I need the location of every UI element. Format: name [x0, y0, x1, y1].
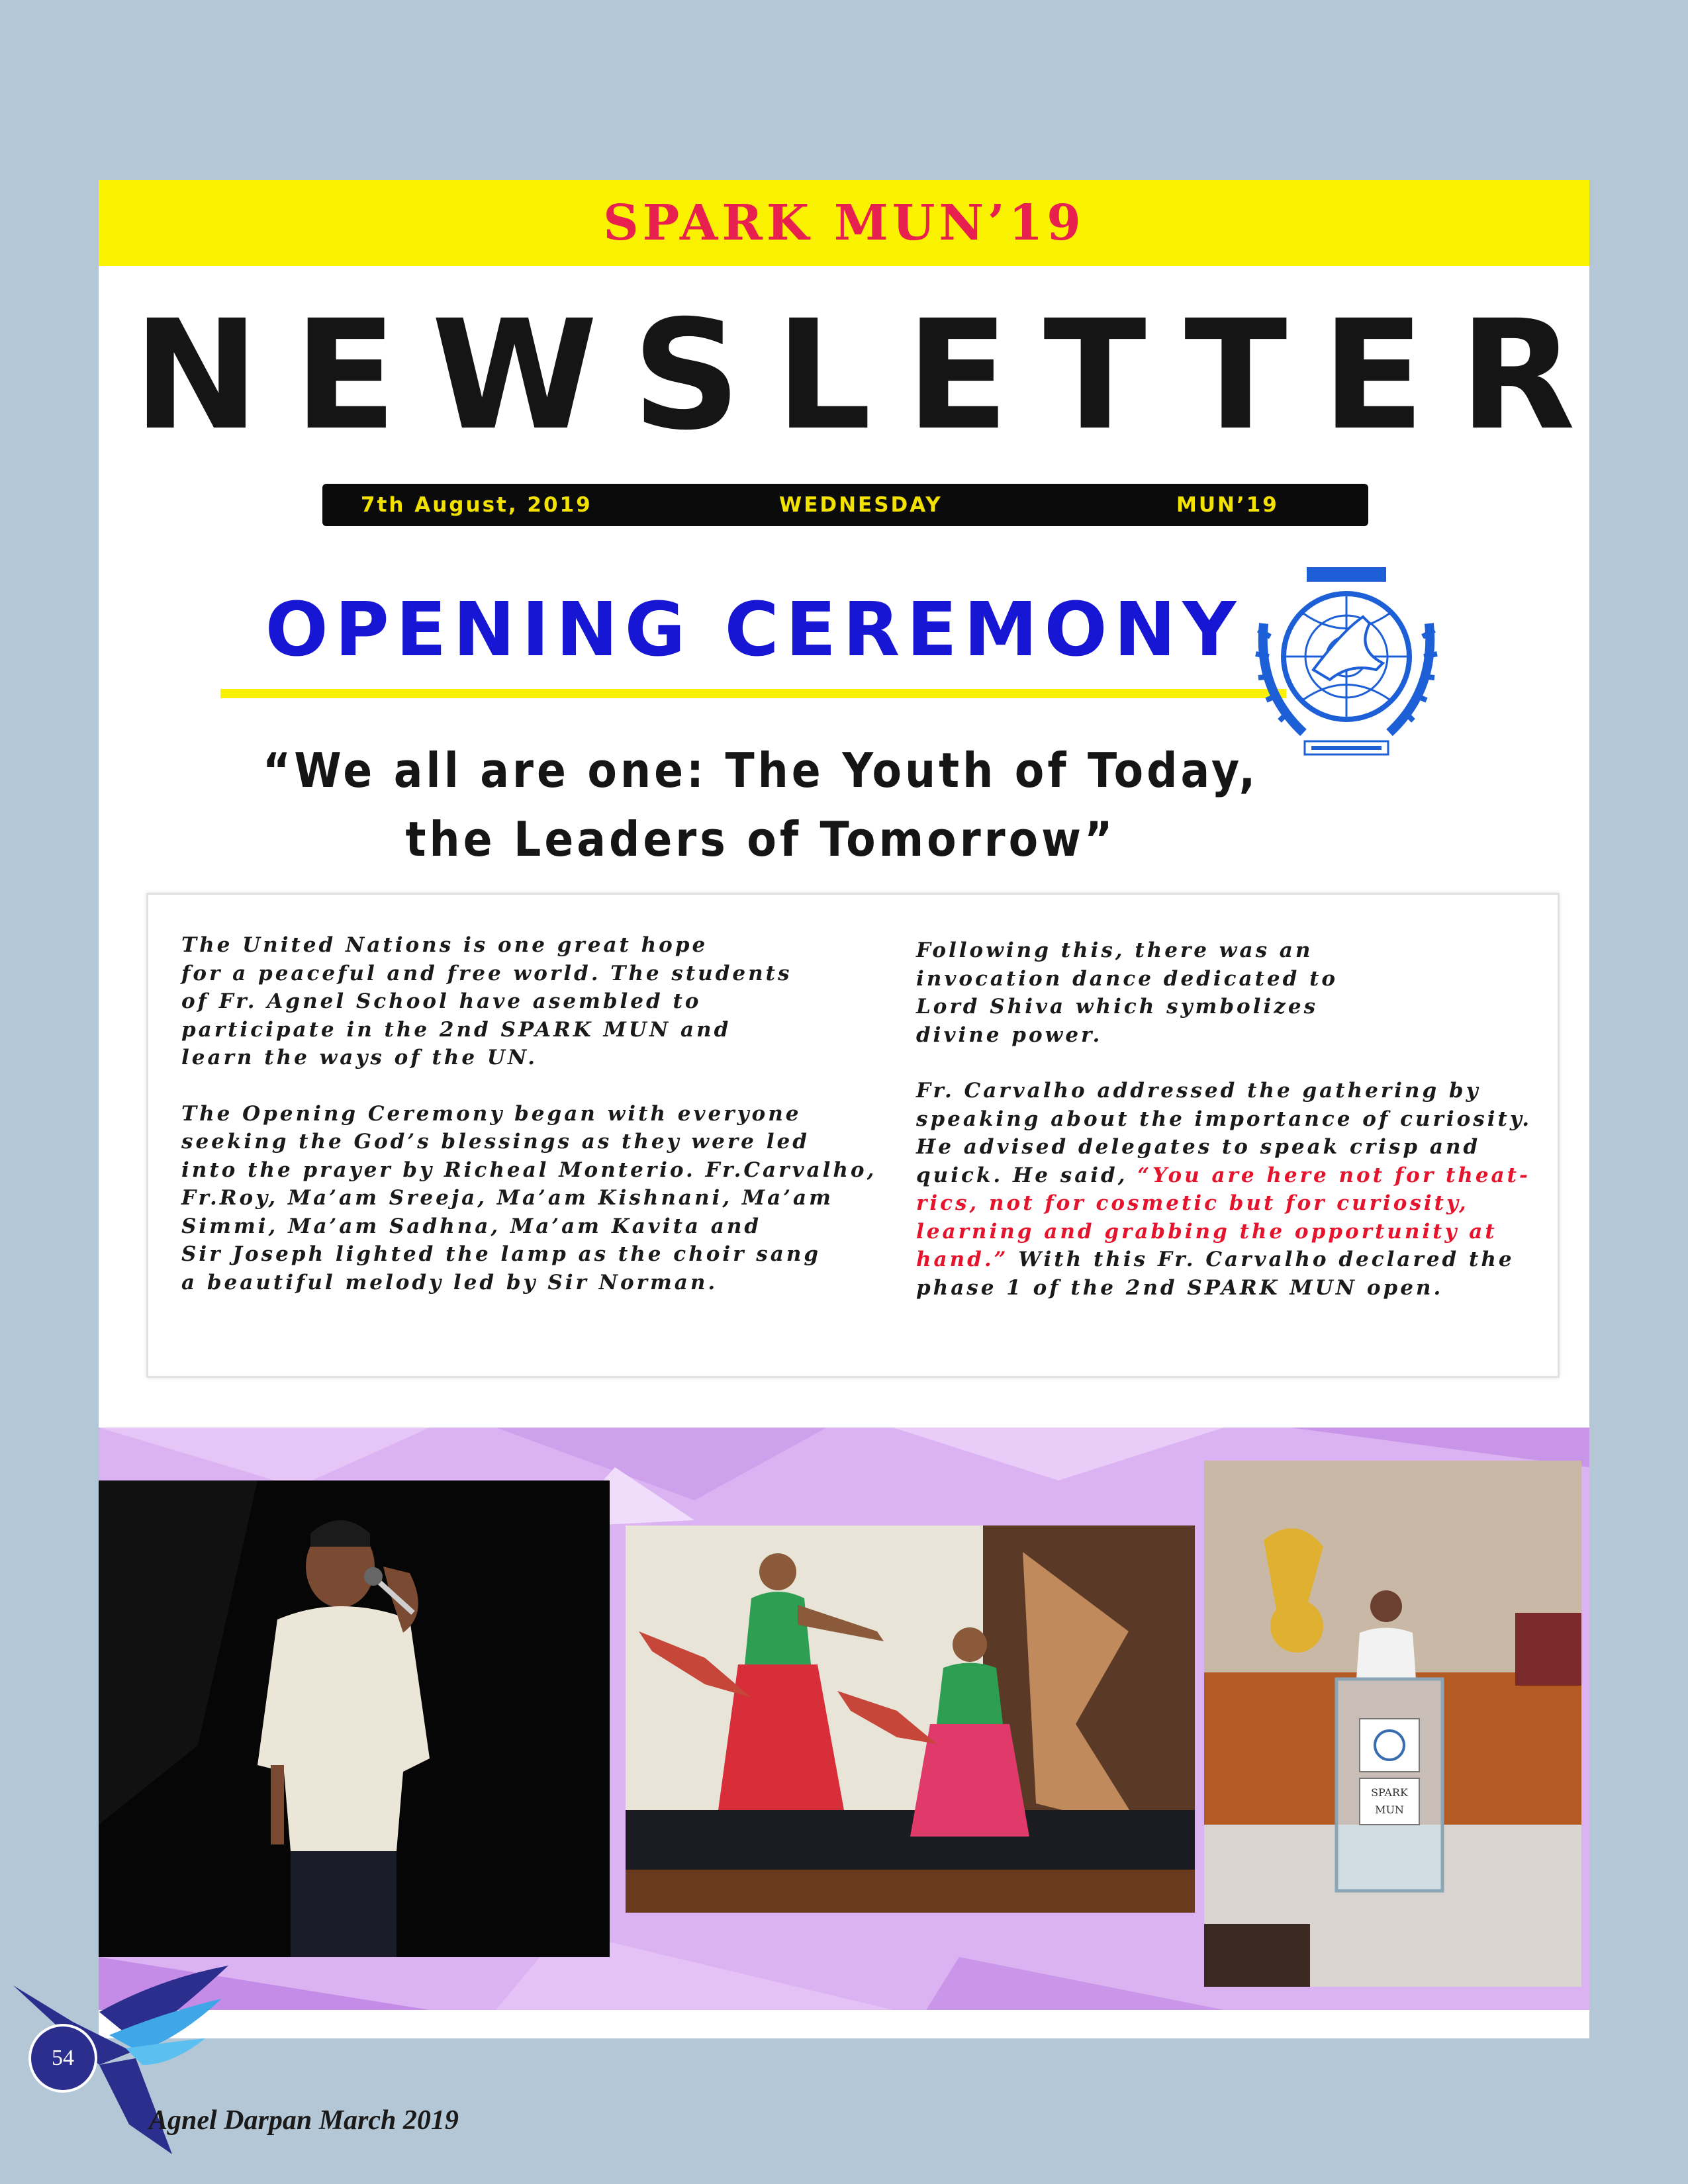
- text-line: seeking the God’s blessings as they were led: [181, 1130, 810, 1154]
- text-segment: quick. He said,: [916, 1163, 1138, 1187]
- podium-sign-text-1: SPARK: [1371, 1786, 1408, 1799]
- top-yellow-band: [99, 180, 1589, 266]
- text-line: for a peaceful and free world. The students: [181, 961, 792, 985]
- text-line: into the prayer by Richeal Monterio. Fr.Carvalho,: [181, 1158, 877, 1182]
- text-line: a beautiful melody led by Sir Norman.: [181, 1270, 718, 1295]
- text-line: invocation dance dedicated to: [916, 966, 1338, 991]
- text-line: Fr.Roy, Ma’am Sreeja, Ma’am Kishnani, Ma’am: [181, 1186, 833, 1210]
- edition-text: MUN’19: [1176, 493, 1279, 517]
- quote-line: learning and grabbing the opportunity at: [916, 1219, 1497, 1244]
- text-line: Simmi, Ma’am Sadhna, Ma’am Kavita and: [181, 1214, 762, 1238]
- text-line: speaking about the importance of curiosity.: [916, 1107, 1532, 1131]
- title-underline: [220, 689, 1286, 698]
- text-line: The United Nations is one great hope: [181, 933, 708, 957]
- text-line: The Opening Ceremony began with everyone: [181, 1101, 802, 1126]
- podium-sign-text-2: MUN: [1375, 1803, 1404, 1816]
- text-line: Fr. Carvalho addressed the gathering by: [916, 1079, 1481, 1103]
- theme-line-2: the Leaders of Tomorrow”: [405, 811, 1116, 867]
- text-line: phase 1 of the 2nd SPARK MUN open.: [916, 1275, 1444, 1300]
- text-line: learn the ways of the UN.: [181, 1046, 538, 1069]
- event-title: SPARK MUN’19: [603, 195, 1085, 251]
- photo-strip: [99, 1428, 1589, 2010]
- text-line: [916, 1246, 1532, 1274]
- footer-caption: Agnel Darpan March 2019: [149, 2105, 459, 2136]
- article-box: [146, 893, 1560, 1378]
- section-title: OPENING CEREMONY: [265, 587, 1243, 673]
- podium-photo: [1204, 1461, 1581, 1987]
- theme-line-1: “We all are one: The Youth of Today,: [262, 743, 1259, 798]
- quote-segment: “You are here not for theat-: [1137, 1163, 1530, 1187]
- text-line: of Fr. Agnel School have asembled to: [181, 989, 702, 1013]
- text-line: He advised delegates to speak crisp and: [916, 1135, 1481, 1159]
- page-number: 54: [52, 2046, 74, 2070]
- text-line: Sir Joseph lighted the lamp as the choir sang: [181, 1242, 821, 1266]
- date-text: 7th August, 2019: [361, 493, 592, 517]
- text-line: participate in the 2nd SPARK MUN and: [181, 1017, 731, 1042]
- day-text: WEDNESDAY: [779, 493, 943, 517]
- newsletter-page: [99, 180, 1610, 2038]
- article-right-column: [916, 936, 1532, 1302]
- dancers-figure: [626, 1525, 1195, 1913]
- speaker-figure: [99, 1480, 610, 1957]
- date-bar: [322, 484, 1368, 526]
- newsletter-title: NEWSLETTER: [133, 287, 1610, 463]
- quote-segment: hand.”: [916, 1248, 1009, 1271]
- text-line: Following this, there was an: [916, 938, 1313, 962]
- quote-line: rics, not for cosmetic but for curiosity,: [916, 1191, 1469, 1215]
- dance-photo: [626, 1525, 1195, 1913]
- podium-figure: [1204, 1461, 1581, 1987]
- theme-quote: [231, 736, 1290, 874]
- text-line: Lord Shiva which symbolizes: [916, 995, 1319, 1019]
- text-line: divine power.: [916, 1023, 1103, 1047]
- text-segment: With this Fr. Carvalho declared the: [1008, 1248, 1515, 1271]
- speaker-photo: [99, 1480, 610, 1957]
- text-line: [916, 1161, 1532, 1190]
- article-left-column: [181, 931, 876, 1297]
